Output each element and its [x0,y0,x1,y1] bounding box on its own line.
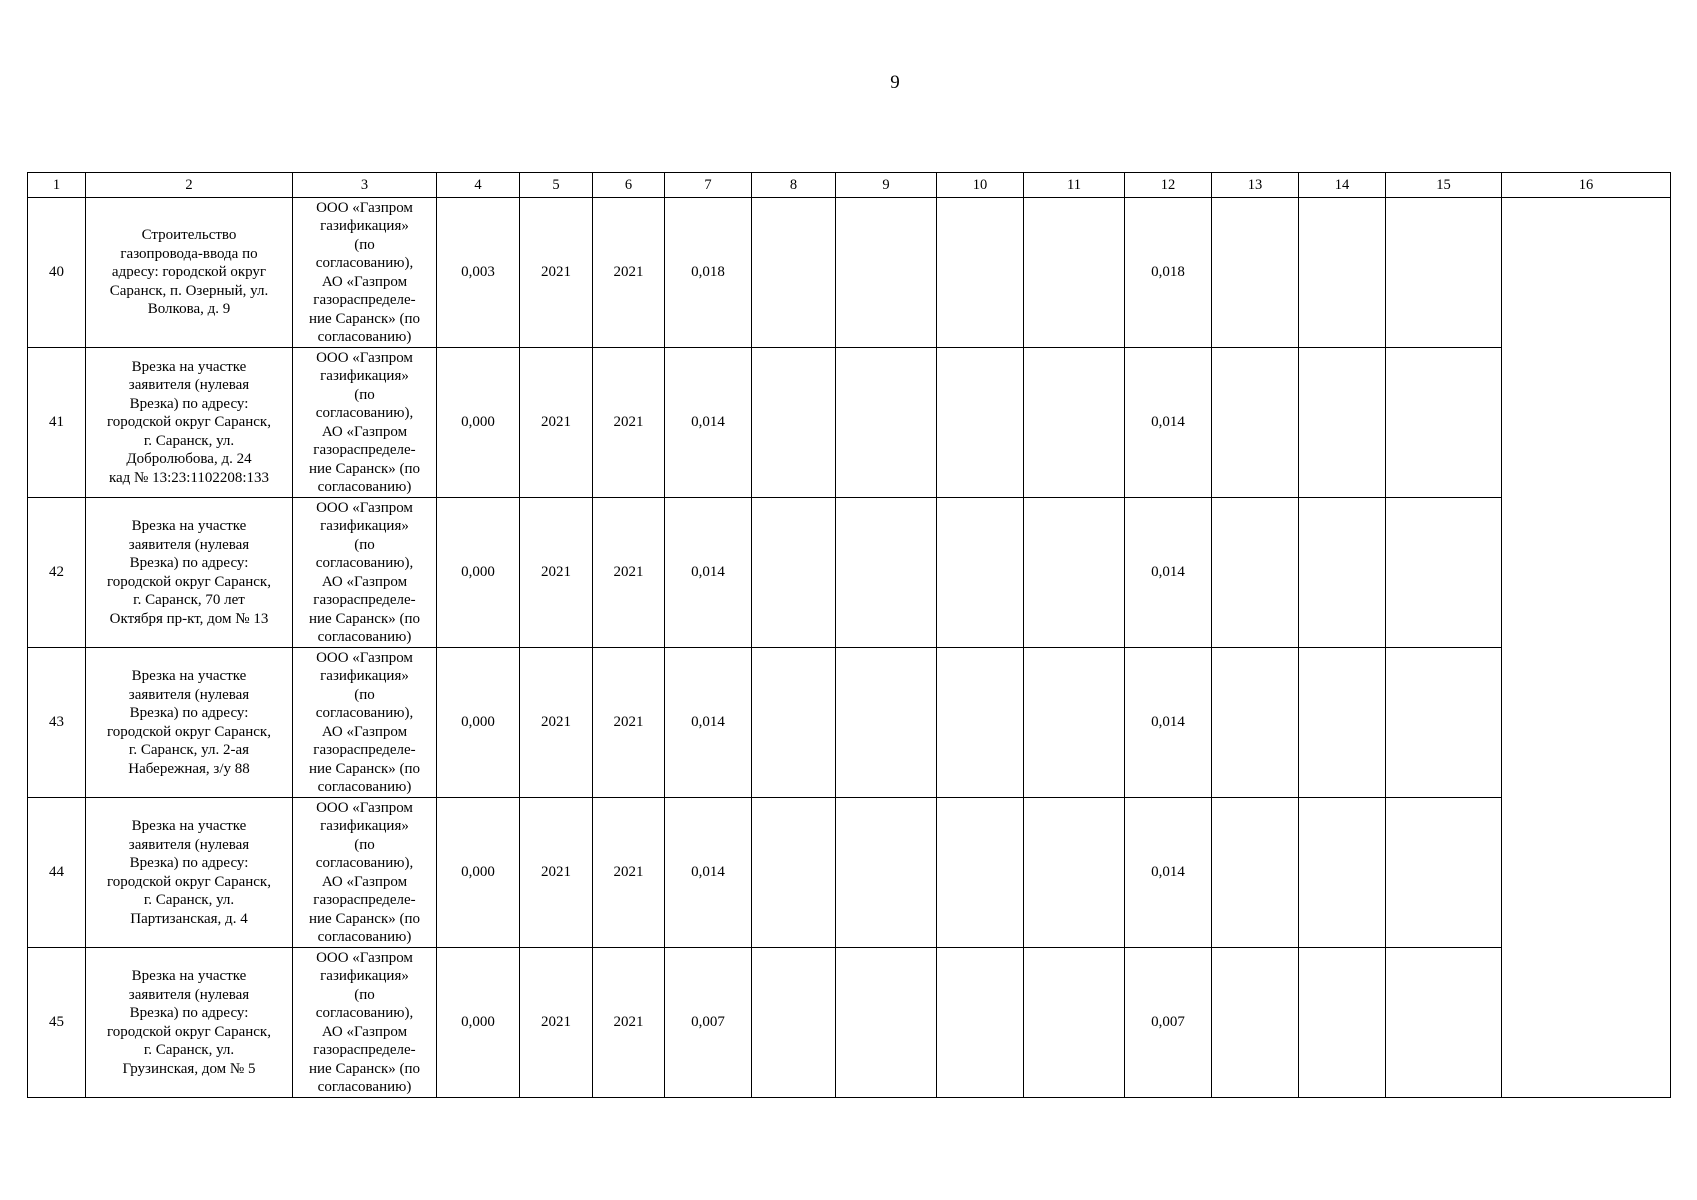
empty-cell-col10 [937,498,1024,648]
organization-cell: ООО «Газпром газификация» (по согласованию), АО «Газпром газораспределе- ние Саранск» (по согласованию) [293,348,437,498]
start-year-cell: 2021 [520,348,593,498]
table-header-row [28,173,1671,198]
table-row [28,798,1671,948]
start-year-cell: 2021 [520,948,593,1098]
value-cell-col4: 0,000 [437,498,520,648]
empty-cell-col8 [752,498,836,648]
data-table [27,172,1671,1098]
empty-cell-col10 [937,648,1024,798]
column-header: 4 [437,173,520,198]
value-cell-col12: 0,014 [1125,648,1212,798]
empty-cell-col10 [937,948,1024,1098]
organization-cell: ООО «Газпром газификация» (по согласованию), АО «Газпром газораспределе- ние Саранск» (по согласованию) [293,648,437,798]
value-cell-col12: 0,014 [1125,498,1212,648]
column-header: 9 [836,173,937,198]
column-header: 12 [1125,173,1212,198]
description-cell: Врезка на участке заявителя (нулевая Врезка) по адресу: городской округ Саранск, г. Саранск, ул. Добролюбова, д. 24 кад № 13:23:1102208:133 [86,348,293,498]
row-number-cell: 44 [28,798,86,948]
column-header: 15 [1386,173,1502,198]
description-cell: Врезка на участке заявителя (нулевая Врезка) по адресу: городской округ Саранск, г. Саранск, ул. Партизанская, д. 4 [86,798,293,948]
empty-cell-col13 [1212,948,1299,1098]
empty-cell-col11 [1024,498,1125,648]
empty-cell-col11 [1024,948,1125,1098]
empty-cell-col11 [1024,198,1125,348]
value-cell-col4: 0,000 [437,348,520,498]
column-header: 1 [28,173,86,198]
end-year-cell: 2021 [593,198,665,348]
empty-cell-col14 [1299,948,1386,1098]
empty-cell-col13 [1212,198,1299,348]
table-row [28,348,1671,498]
empty-cell-col14 [1299,498,1386,648]
empty-cell-col15 [1386,948,1502,1098]
description-cell: Врезка на участке заявителя (нулевая Врезка) по адресу: городской округ Саранск, г. Саранск, 70 лет Октября пр-кт, дом № 13 [86,498,293,648]
empty-cell-col15 [1386,798,1502,948]
empty-cell-col10 [937,798,1024,948]
empty-cell-col16 [1502,198,1671,1098]
start-year-cell: 2021 [520,648,593,798]
organization-cell: ООО «Газпром газификация» (по согласованию), АО «Газпром газораспределе- ние Саранск» (по согласованию) [293,798,437,948]
empty-cell-col13 [1212,498,1299,648]
empty-cell-col10 [937,198,1024,348]
value-cell-col12: 0,007 [1125,948,1212,1098]
row-number-cell: 45 [28,948,86,1098]
empty-cell-col9 [836,948,937,1098]
empty-cell-col8 [752,198,836,348]
column-header: 7 [665,173,752,198]
row-number-cell: 41 [28,348,86,498]
end-year-cell: 2021 [593,798,665,948]
end-year-cell: 2021 [593,648,665,798]
row-number-cell: 43 [28,648,86,798]
start-year-cell: 2021 [520,798,593,948]
column-header: 8 [752,173,836,198]
empty-cell-col15 [1386,198,1502,348]
value-cell-col4: 0,000 [437,798,520,948]
empty-cell-col14 [1299,798,1386,948]
page-number: 9 [890,72,900,93]
row-number-cell: 40 [28,198,86,348]
empty-cell-col10 [937,348,1024,498]
value-cell-col12: 0,014 [1125,798,1212,948]
value-cell-col4: 0,000 [437,648,520,798]
empty-cell-col11 [1024,348,1125,498]
start-year-cell: 2021 [520,198,593,348]
row-number-cell: 42 [28,498,86,648]
value-cell-col4: 0,003 [437,198,520,348]
value-cell-col12: 0,014 [1125,348,1212,498]
column-header: 16 [1502,173,1671,198]
empty-cell-col9 [836,498,937,648]
column-header: 13 [1212,173,1299,198]
start-year-cell: 2021 [520,498,593,648]
empty-cell-col15 [1386,648,1502,798]
empty-cell-col13 [1212,348,1299,498]
column-header: 2 [86,173,293,198]
empty-cell-col13 [1212,798,1299,948]
organization-cell: ООО «Газпром газификация» (по согласованию), АО «Газпром газораспределе- ние Саранск» (по согласованию) [293,948,437,1098]
empty-cell-col8 [752,948,836,1098]
column-header: 6 [593,173,665,198]
empty-cell-col8 [752,798,836,948]
end-year-cell: 2021 [593,498,665,648]
value-cell-col7: 0,014 [665,348,752,498]
description-cell: Врезка на участке заявителя (нулевая Врезка) по адресу: городской округ Саранск, г. Саранск, ул. 2-ая Набережная, з/у 88 [86,648,293,798]
value-cell-col7: 0,018 [665,198,752,348]
column-header: 5 [520,173,593,198]
empty-cell-col14 [1299,648,1386,798]
table-body [28,173,1671,1098]
description-cell: Врезка на участке заявителя (нулевая Врезка) по адресу: городской округ Саранск, г. Саранск, ул. Грузинская, дом № 5 [86,948,293,1098]
empty-cell-col8 [752,348,836,498]
empty-cell-col9 [836,798,937,948]
empty-cell-col9 [836,648,937,798]
value-cell-col7: 0,014 [665,498,752,648]
table-row [28,948,1671,1098]
empty-cell-col8 [752,648,836,798]
table-row [28,498,1671,648]
empty-cell-col11 [1024,798,1125,948]
table-row [28,198,1671,348]
empty-cell-col15 [1386,498,1502,648]
empty-cell-col14 [1299,348,1386,498]
organization-cell: ООО «Газпром газификация» (по согласованию), АО «Газпром газораспределе- ние Саранск» (по согласованию) [293,498,437,648]
empty-cell-col13 [1212,648,1299,798]
column-header: 14 [1299,173,1386,198]
empty-cell-col14 [1299,198,1386,348]
empty-cell-col9 [836,198,937,348]
column-header: 3 [293,173,437,198]
column-header: 11 [1024,173,1125,198]
value-cell-col12: 0,018 [1125,198,1212,348]
empty-cell-col11 [1024,648,1125,798]
organization-cell: ООО «Газпром газификация» (по согласованию), АО «Газпром газораспределе- ние Саранск» (по согласованию) [293,198,437,348]
value-cell-col4: 0,000 [437,948,520,1098]
column-header: 10 [937,173,1024,198]
value-cell-col7: 0,007 [665,948,752,1098]
value-cell-col7: 0,014 [665,798,752,948]
end-year-cell: 2021 [593,348,665,498]
empty-cell-col15 [1386,348,1502,498]
empty-cell-col9 [836,348,937,498]
description-cell: Строительство газопровода-ввода по адресу: городской округ Саранск, п. Озерный, ул. Волкова, д. 9 [86,198,293,348]
table-row [28,648,1671,798]
end-year-cell: 2021 [593,948,665,1098]
value-cell-col7: 0,014 [665,648,752,798]
